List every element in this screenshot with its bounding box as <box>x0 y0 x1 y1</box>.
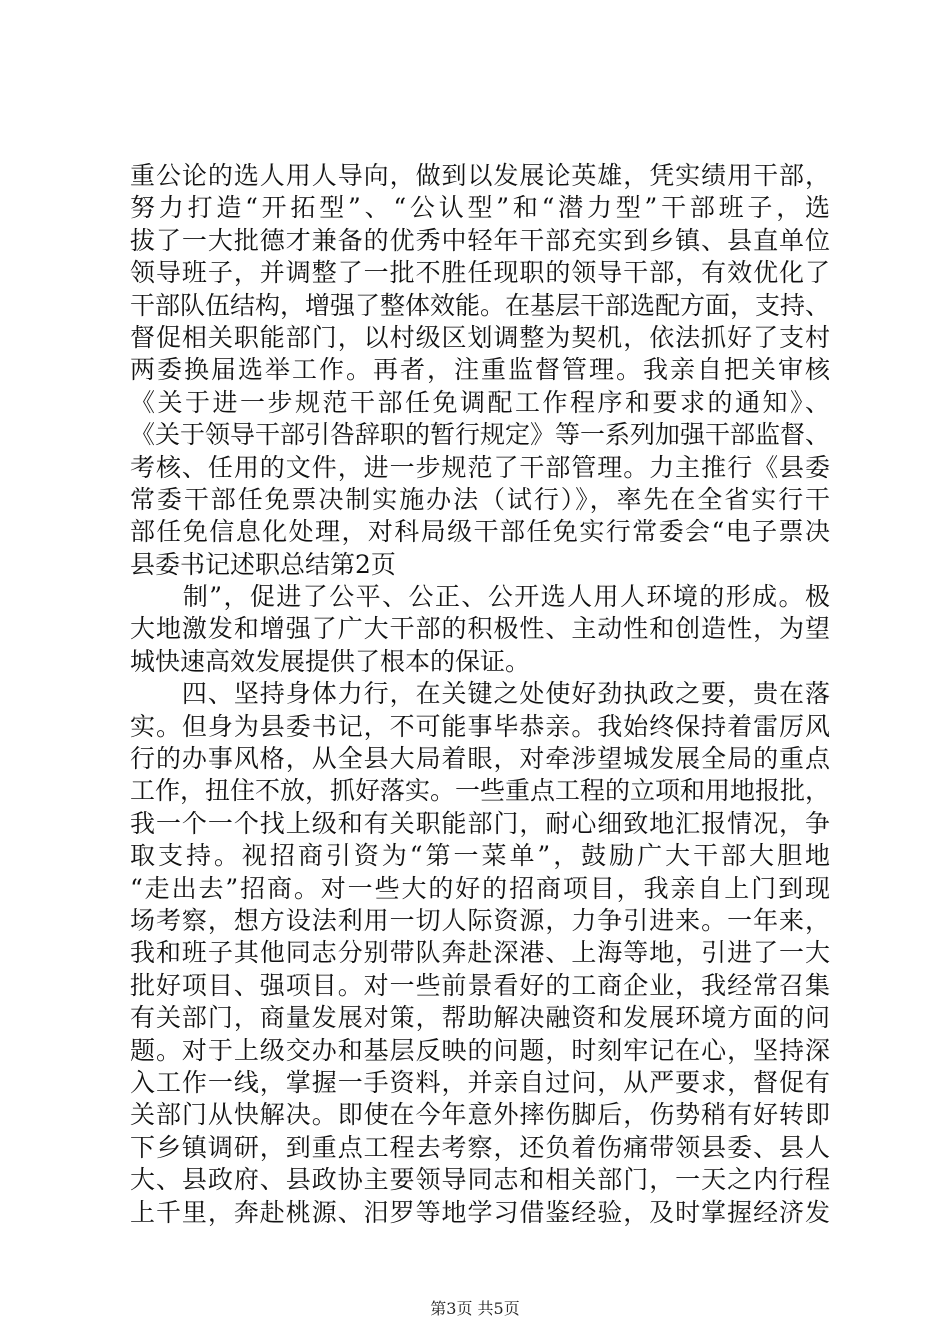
text-line: 领导班子，并调整了一批不胜任现职的领导干部，有效优化了 <box>130 258 830 288</box>
text-line: “走出去”招商。对一些大的好的招商项目，我亲自上门到现 <box>130 873 830 903</box>
text-line: 我和班子其他同志分别带队奔赴深港、上海等地，引进了一大 <box>130 938 830 968</box>
text-line: 题。对于上级交办和基层反映的问题，时刻牢记在心，坚持深 <box>130 1035 830 1065</box>
text-line: 干部队伍结构，增强了整体效能。在基层干部选配方面，支持、 <box>130 290 830 320</box>
text-line: 上千里，奔赴桃源、汨罗等地学习借鉴经验，及时掌握经济发 <box>130 1197 830 1227</box>
text-line: 考核、任用的文件，进一步规范了干部管理。力主推行《县委 <box>130 452 830 482</box>
text-line: 行的办事风格，从全县大局着眼，对牵涉望城发展全局的重点 <box>130 744 830 774</box>
text-line: 努力打造“开拓型”、“公认型”和“潜力型”干部班子，选 <box>130 193 830 223</box>
text-line: 大地激发和增强了广大干部的积极性、主动性和创造性，为望 <box>130 614 830 644</box>
text-line: 制”，促进了公平、公正、公开选人用人环境的形成。极 <box>130 582 830 612</box>
text-line: 拔了一大批德才兼备的优秀中轻年干部充实到乡镇、县直单位 <box>130 225 830 255</box>
text-line: 工作，扭住不放，抓好落实。一些重点工程的立项和用地报批， <box>130 776 830 806</box>
text-line: 常委干部任免票决制实施办法（试行）》，率先在全省实行干 <box>130 484 830 514</box>
text-line: 重公论的选人用人导向，做到以发展论英雄，凭实绩用干部， <box>130 161 830 190</box>
text-line: 批好项目、强项目。对一些前景看好的工商企业，我经常召集 <box>130 970 830 1000</box>
page-footer: 第3页 共5页 <box>430 1299 520 1318</box>
text-line: 城快速高效发展提供了根本的保证。 <box>130 646 531 676</box>
text-line: 督促相关职能部门，以村级区划调整为契机，依法抓好了支村 <box>130 322 830 352</box>
document-body <box>130 160 830 1229</box>
text-line: 下乡镇调研，到重点工程去考察，还负着伤痛带领县委、县人 <box>130 1132 830 1162</box>
text-line: 取支持。视招商引资为“第一菜单”，鼓励广大干部大胆地 <box>130 841 830 871</box>
text-line: 实。但身为县委书记，不可能事毕恭亲。我始终保持着雷厉风 <box>130 711 830 741</box>
text-line: 我一个一个找上级和有关职能部门，耐心细致地汇报情况，争 <box>130 808 830 838</box>
text-line: 县委书记述职总结第2页 <box>130 549 396 579</box>
text-line: 《关于领导干部引咎辞职的暂行规定》等一系列加强干部监督、 <box>130 420 830 450</box>
text-line: 入工作一线，掌握一手资料，并亲自过问，从严要求，督促有 <box>130 1067 830 1097</box>
text-line: 部任免信息化处理，对科局级干部任免实行常委会“电子票决 <box>130 517 830 547</box>
text-line: 《关于进一步规范干部任免调配工作程序和要求的通知》、 <box>130 387 830 417</box>
text-line: 四、坚持身体力行，在关键之处使好劲执政之要，贵在落 <box>130 679 830 709</box>
text-line: 场考察，想方设法利用一切人际资源，力争引进来。一年来， <box>130 905 830 935</box>
text-line: 大、县政府、县政协主要领导同志和相关部门，一天之内行程 <box>130 1165 830 1195</box>
text-line: 关部门从快解决。即使在今年意外摔伤脚后，伤势稍有好转即 <box>130 1100 830 1130</box>
text-line: 有关部门，商量发展对策，帮助解决融资和发展环境方面的问 <box>130 1003 830 1033</box>
text-line: 两委换届选举工作。再者，注重监督管理。我亲自把关审核 <box>130 355 830 385</box>
